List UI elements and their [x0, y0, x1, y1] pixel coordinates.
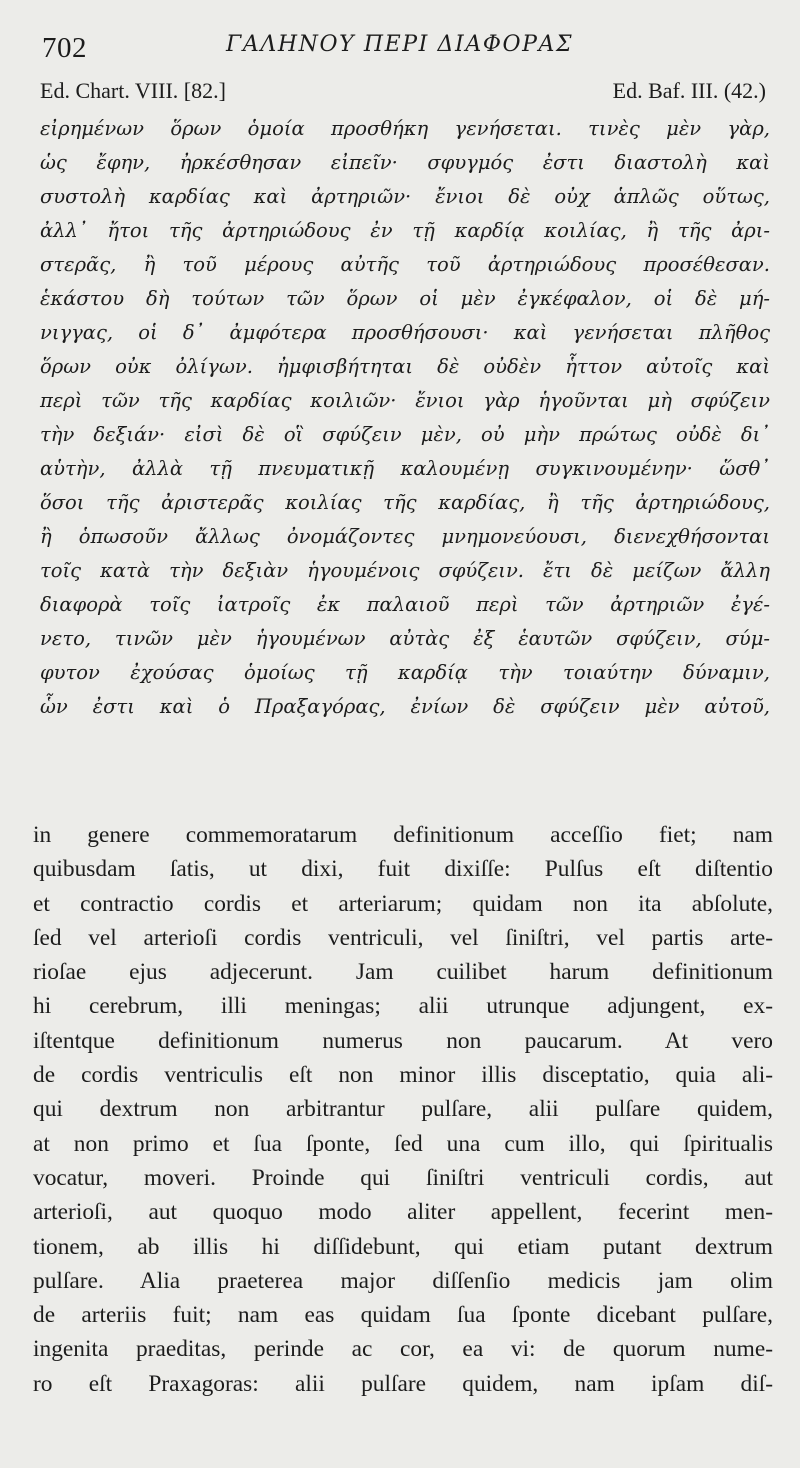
greek-text-line: διαφορὰ τοῖς ἰατροῖς ἐκ παλαιοῦ περὶ τῶν ἀρτηριῶν ἐγέ- — [40, 593, 770, 616]
greek-text-line: τὴν δεξιάν· εἰσὶ δὲ οἳ σφύζειν μὲν, οὐ μὴν πρώτως οὐδὲ δι᾽ — [40, 423, 770, 446]
latin-text-line: ingenita praeditas, perinde ac cor, ea vi: de quorum nume- — [33, 1336, 773, 1363]
latin-text-line: in genere commemoratarum definitionum acceſſio fiet; nam — [33, 822, 773, 848]
latin-text-line: vocatur, moveri. Proinde qui ſiniſtri ventriculi cordis, aut — [33, 1164, 773, 1191]
greek-text-line: εἰρημένων ὅρων ὁμοία προσθήκη γενήσεται. τινὲς μὲν γὰρ, — [40, 117, 770, 140]
running-title: ΓΑΛΗΝΟΥ ΠΕΡΙ ΔΙΑΦΟΡΑΣ — [226, 32, 574, 57]
page-header — [38, 28, 768, 68]
greek-text-line: ὧν ἐστι καὶ ὁ Πραξαγόρας, ἐνίων δὲ σφύζειν μὲν αὐτοῦ, — [40, 695, 770, 718]
latin-text-block — [33, 818, 773, 1401]
latin-text-line: ro eſt Praxagoras: alii pulſare quidem, nam ipſam diſ- — [33, 1370, 773, 1397]
latin-text-line: quibusdam ſatis, ut dixi, fuit dixiſſe: Pulſus eſt diſtentio — [33, 856, 773, 883]
greek-text-line: ἀλλ᾽ ἤτοι τῆς ἀρτηριώδους ἐν τῇ καρδίᾳ κοιλίας, ἢ τῆς ἀρι- — [40, 219, 770, 242]
latin-text-line: de arteriis fuit; nam eas quidam ſua ſponte dicebant pulſare, — [33, 1302, 773, 1329]
greek-text-line: τοῖς κατὰ τὴν δεξιὰν ἡγουμένοις σφύζειν. ἔτι δὲ μείζων ἄλλη — [40, 559, 770, 582]
latin-text-line: ſed vel arterioſi cordis ventriculi, vel ſiniſtri, vel partis arte- — [33, 924, 773, 951]
greek-text-line: ἢ ὁπωσοῦν ἄλλως ὀνομάζοντες μνημονεύουσι, διενεχθήσονται — [40, 525, 770, 548]
latin-text-line: at non primo et ſua ſponte, ſed una cum illo, qui ſpiritualis — [33, 1130, 773, 1157]
latin-text-line: qui dextrum non arbitrantur pulſare, alii pulſare quidem, — [33, 1096, 773, 1123]
greek-text-line: νιγγας, οἱ δ᾽ ἀμφότερα προσθήσουσι· καὶ γενήσεται πλῆθος — [40, 321, 770, 344]
latin-text-line: de cordis ventriculis eſt non minor illis disceptatio, quia ali- — [33, 1062, 773, 1089]
latin-text-line: pulſare. Alia praeterea major diſſenſio medicis jam olim — [33, 1267, 773, 1294]
greek-text-line: νετο, τινῶν μὲν ἡγουμένων αὐτὰς ἐξ ἑαυτῶν σφύζειν, σύμ- — [40, 627, 770, 650]
greek-text-line: περὶ τῶν τῆς καρδίας κοιλιῶν· ἔνιοι γὰρ ἡγοῦνται μὴ σφύζειν — [40, 389, 770, 412]
latin-text-line: et contractio cordis et arteriarum; quidam non ita abſolute, — [33, 890, 773, 917]
greek-text-line: συστολὴ καρδίας καὶ ἀρτηριῶν· ἔνιοι δὲ οὐχ ἁπλῶς οὕτως, — [40, 185, 770, 208]
greek-text-line: ὡς ἔφην, ἠρκέσθησαν εἰπεῖν· σφυγμός ἐστι διαστολὴ καὶ — [40, 151, 770, 174]
greek-text-line: φυτον ἐχούσας ὁμοίως τῇ καρδίᾳ τὴν τοιαύτην δύναμιν, — [40, 661, 770, 684]
edition-reference-chartier: Ed. Chart. VIII. [82.] — [40, 78, 226, 103]
latin-text-line: rioſae ejus adjecerunt. Jam cuilibet harum definitionum — [33, 959, 773, 986]
greek-text-line: ἑκάστου δὴ τούτων τῶν ὅρων οἱ μὲν ἐγκέφαλον, οἱ δὲ μή- — [40, 287, 770, 310]
edition-reference-basel: Ed. Baf. III. (42.) — [612, 78, 766, 103]
page-number: 702 — [42, 32, 87, 64]
greek-text-block — [40, 112, 770, 724]
latin-text-line: iſtentque definitionum numerus non paucarum. At vero — [33, 1027, 773, 1054]
latin-text-line: hi cerebrum, illi meningas; alii utrunque adjungent, ex- — [33, 993, 773, 1020]
latin-text-line: arterioſi, aut quoquo modo aliter appellent, fecerint men- — [33, 1199, 773, 1226]
greek-text-line: αὑτὴν, ἀλλὰ τῇ πνευματικῇ καλουμένῃ συγκινουμένην· ὥσθ᾽ — [40, 457, 770, 480]
greek-text-line: ὅσοι τῆς ἀριστερᾶς κοιλίας τῆς καρδίας, ἢ τῆς ἀρτηριώδους, — [40, 491, 770, 514]
latin-text-line: tionem, ab illis hi diſſidebunt, qui etiam putant dextrum — [33, 1233, 773, 1260]
greek-text-line: ὅρων οὐκ ὀλίγων. ἠμφισβήτηται δὲ οὐδὲν ἧττον αὐτοῖς καὶ — [40, 355, 770, 378]
greek-text-line: στερᾶς, ἢ τοῦ μέρους αὐτῆς τοῦ ἀρτηριώδους προσέθεσαν. — [40, 253, 770, 276]
